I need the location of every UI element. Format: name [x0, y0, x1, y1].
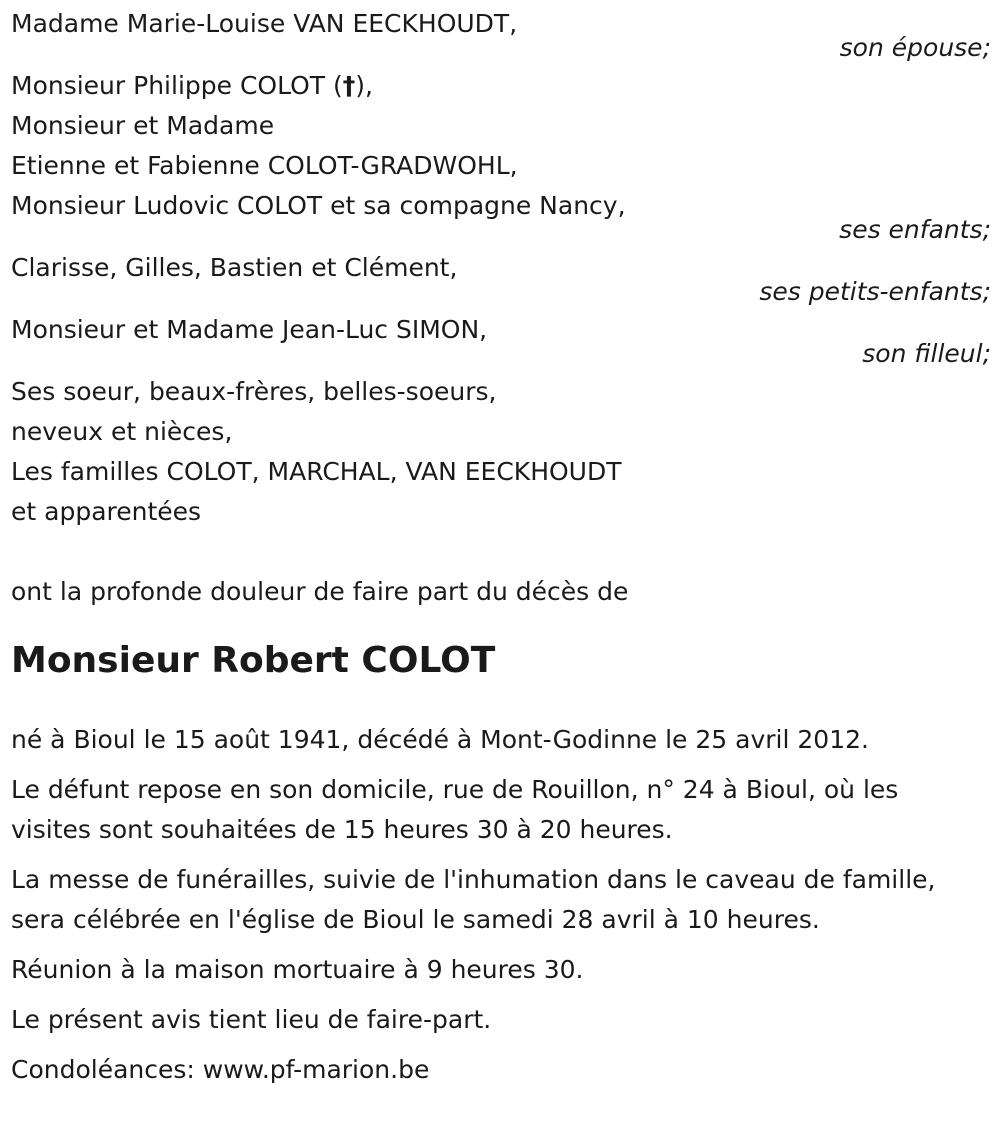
condolences-line: Condoléances: www.pf-marion.be	[11, 1055, 430, 1084]
family-group-godson	[11, 310, 991, 374]
family-line	[11, 66, 991, 106]
detail-line: Réunion à la maison mortuaire à 9 heures 30.	[11, 955, 584, 984]
spacer	[11, 532, 991, 572]
deceased-cross-icon: †	[342, 71, 356, 100]
family-line: neveux et nièces,	[11, 417, 233, 446]
detail-paragraph	[11, 770, 991, 850]
detail-paragraph	[11, 1050, 991, 1090]
detail-paragraph	[11, 860, 991, 940]
family-line: Clarisse, Gilles, Bastien et Clément,	[11, 253, 458, 282]
family-group-spouse	[11, 4, 991, 68]
family-group-grandchildren	[11, 248, 991, 312]
family-line: Etienne et Fabienne COLOT-GRADWOHL,	[11, 151, 518, 180]
family-group-extended	[11, 372, 991, 532]
family-role: son épouse;	[839, 33, 991, 62]
family-role: ses petits-enfants;	[759, 277, 991, 306]
deceased-name: Monsieur Robert COLOT	[11, 640, 496, 681]
family-role: son filleul;	[862, 339, 991, 368]
detail-line: visites sont souhaitées de 15 heures 30 à 20 heures.	[11, 815, 673, 844]
family-line: Monsieur et Madame Jean-Luc SIMON,	[11, 315, 488, 344]
detail-line: né à Bioul le 15 août 1941, décédé à Mont-Godinne le 25 avril 2012.	[11, 725, 869, 754]
family-role: ses enfants;	[839, 215, 991, 244]
family-line: Monsieur Ludovic COLOT et sa compagne Nancy,	[11, 191, 626, 220]
detail-line: Le défunt repose en son domicile, rue de Rouillon, n° 24 à Bioul, où les	[11, 775, 899, 804]
family-line-text: Monsieur Philippe COLOT (	[11, 71, 343, 100]
detail-line: sera célébrée en l'église de Bioul le samedi 28 avril à 10 heures.	[11, 905, 820, 934]
family-line: Les familles COLOT, MARCHAL, VAN EECKHOUDT	[11, 457, 622, 486]
family-line: Monsieur et Madame	[11, 111, 275, 140]
detail-paragraph	[11, 1000, 991, 1040]
detail-line: Le présent avis tient lieu de faire-part.	[11, 1005, 492, 1034]
family-line: Madame Marie-Louise VAN EECKHOUDT,	[11, 9, 518, 38]
obituary-notice	[11, 4, 991, 1100]
detail-paragraph	[11, 950, 991, 990]
detail-paragraph	[11, 720, 991, 760]
announcement-text: ont la profonde douleur de faire part du décès de	[11, 577, 629, 606]
detail-line: La messe de funérailles, suivie de l'inhumation dans le caveau de famille,	[11, 865, 936, 894]
family-group-children	[11, 66, 991, 250]
family-line-suffix: ),	[355, 71, 373, 100]
family-line: et apparentées	[11, 497, 202, 526]
family-line: Ses soeur, beaux-frères, belles-soeurs,	[11, 377, 497, 406]
